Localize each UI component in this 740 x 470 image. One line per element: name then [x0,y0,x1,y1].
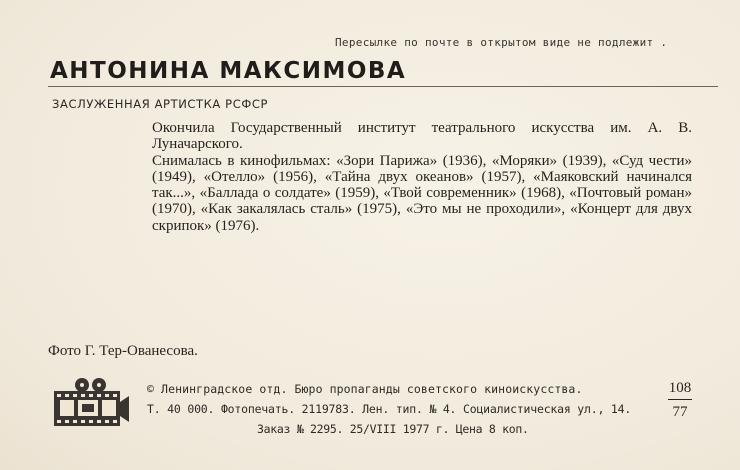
publisher-logo [52,376,130,428]
film-camera-icon [52,376,130,428]
catalog-numerator: 108 [668,380,692,396]
biography [152,120,692,234]
catalog-denominator: 77 [672,404,688,420]
honorary-title: ЗАСЛУЖЕННАЯ АРТИСТКА РСФСР [52,97,268,111]
catalog-number [668,378,692,421]
imprint-publisher: © Ленинградское отд. Бюро пропаганды советского киноискусства. [147,382,583,396]
imprint-print-run: Т. 40 000. Фотопечать. 2119783. Лен. тип. № 4. Социалистическая ул., 14. [147,402,632,416]
publisher-imprint [147,379,662,439]
bio-filmography: Снималась в кинофильмах: «Зори Парижа» (1936), «Моряки» (1939), «Суд чести» (1949), «Отелло» (1956), «Тайна двух океанов» (1957), «Маяковский начинался так...», «Баллада о солдате» (1959), «Твой современник» (1968), «Почтовый роман» (1970), «Как закалялась сталь» (1975), «Это мы не проходили», «Концерт для двух скрипок» (1976). [152,152,692,234]
postal-notice: Пересылке по почте в открытом виде не подлежит . [335,36,668,49]
title-divider [48,86,718,87]
catalog-fraction-bar [668,399,692,400]
bio-education: Окончила Государственный институт театрального искусства им. А. В. Луначарского. [152,120,692,153]
actress-name: АНТОНИНА МАКСИМОВА [50,58,407,84]
photo-credit: Фото Г. Тер-Ованесова. [48,343,198,359]
imprint-order: Заказ № 2295. 25/VIII 1977 г. Цена 8 коп. [257,422,529,436]
